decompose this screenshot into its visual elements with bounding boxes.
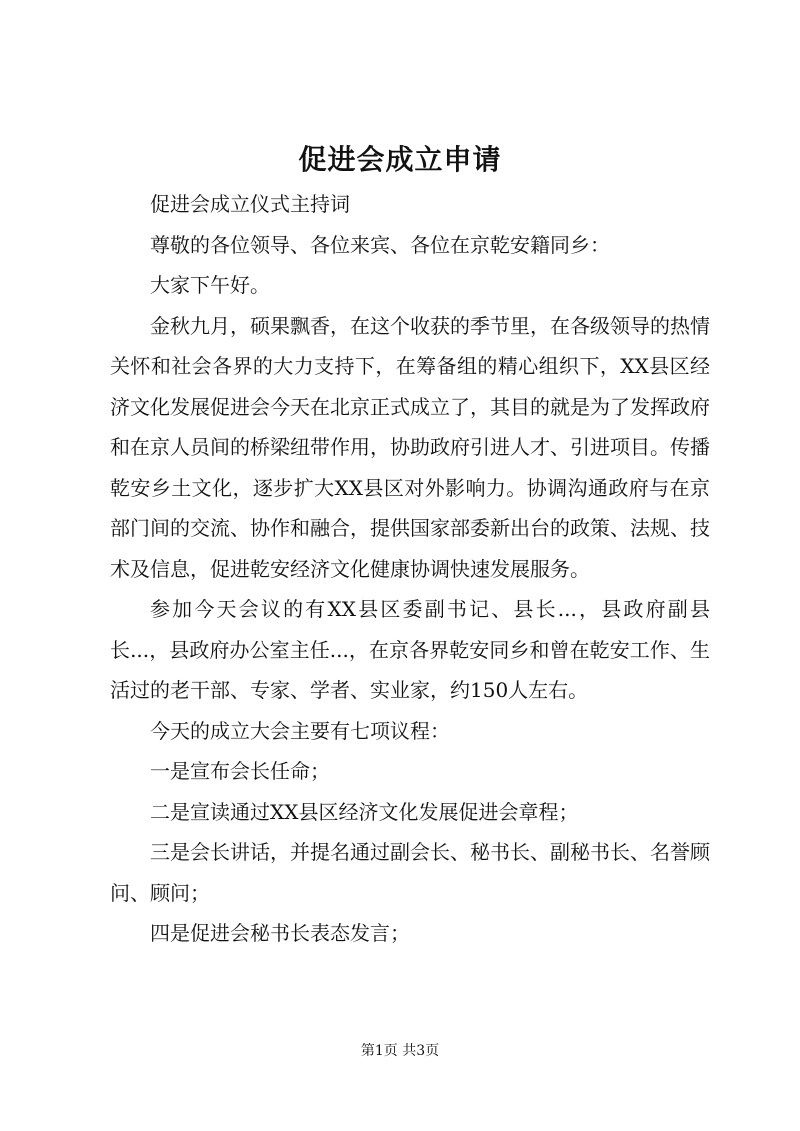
paragraph-purpose: 金秋九月，硕果飘香，在这个收获的季节里，在各级领导的热情关怀和社会各界的大力支持下，在筹备组的精心组织下，XX县区经济文化发展促进会今天在北京正式成立了，其目的就是为了发挥政府和在京人员间的桥梁纽带作用，协助政府引进人才、引进项目。传播乾安乡土文化，逐步扩大XX县区对外影响力。协调沟通政府与在京部门间的交流、协作和融合，提供国家部委新出台的政策、法规、技术及信息，促进乾安经济文化健康协调快速发展服务。 [110,313,710,581]
paragraph-good-afternoon: 大家下午好。 [150,273,270,297]
paragraph-agenda-item-2: 二是宣读通过XX县区经济文化发展促进会章程； [150,799,579,824]
paragraph-agenda-intro: 今天的成立大会主要有七项议程： [150,718,450,743]
paragraph-agenda-item-3: 三是会长讲话，并提名通过副会长、秘书长、副秘书长、名誉顾问、顾问； [110,840,710,905]
paragraph-attendees: 参加今天会议的有XX县区委副书记、县长...，县政府副县长...，县政府办公室主任...，在京各界乾安同乡和曾在乾安工作、生活过的老干部、专家、学者、实业家，约150人左右。 [110,597,710,702]
document-title: 促进会成立申请 [298,143,502,176]
paragraph-agenda-item-1: 一是宣布会长任命； [150,759,330,783]
paragraph-host-speech-heading: 促进会成立仪式主持词 [150,192,350,216]
paragraph-greeting: 尊敬的各位领导、各位来宾、各位在京乾安籍同乡： [150,232,610,257]
document-body [110,184,710,954]
paragraph-agenda-item-4: 四是促进会秘书长表态发言； [150,921,410,945]
page-number-footer: 第1页 共3页 [360,1043,440,1059]
